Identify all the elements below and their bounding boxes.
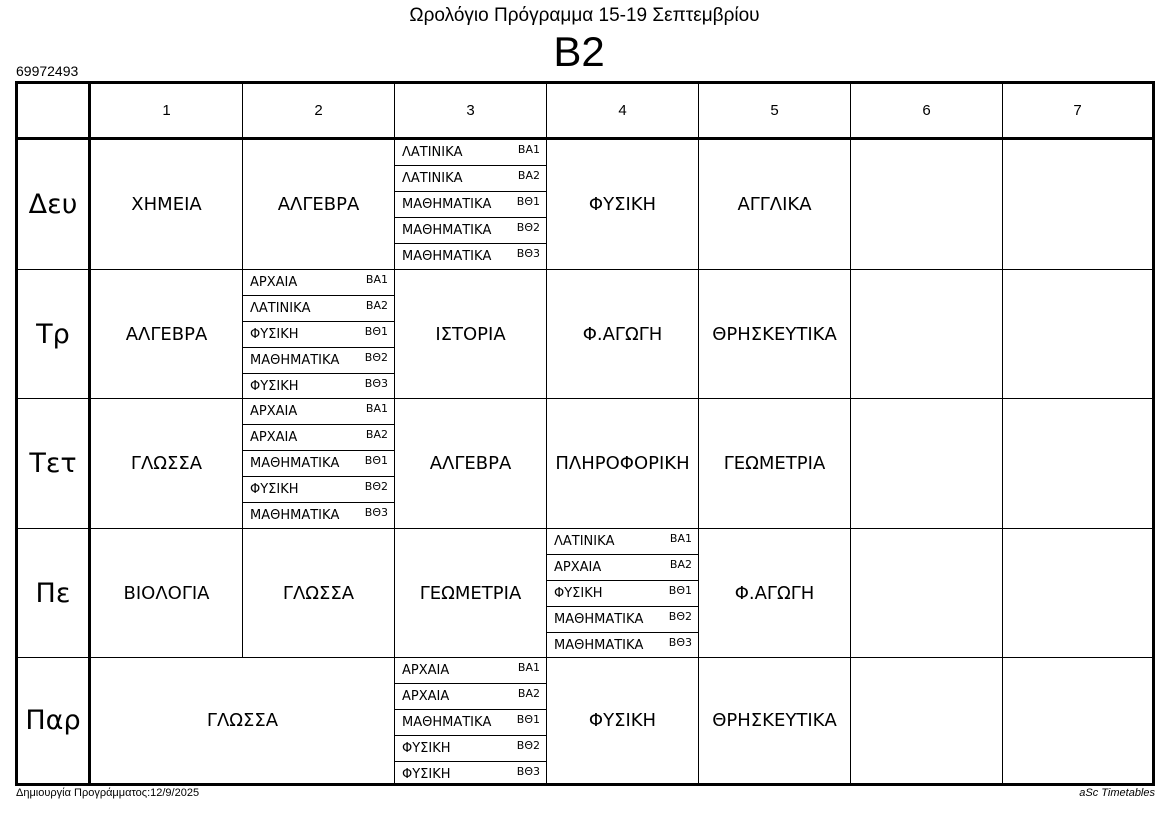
subgroup-row: [547, 633, 699, 658]
lesson-thu-5: Φ.ΑΓΩΓΗ: [699, 529, 851, 658]
subgroup-subject: ΦΥΣΙΚΗ: [250, 379, 299, 394]
subgroup-code: ΒΘ2: [516, 739, 540, 752]
subgroup-subject: ΛΑΤΙΝΙΚΑ: [402, 145, 463, 160]
period-header-2: 2: [243, 84, 395, 138]
subgroup-code: ΒΑ2: [517, 169, 540, 182]
subgroup-code: ΒΘ3: [516, 247, 540, 260]
subgroup-subject: ΑΡΧΑΙΑ: [250, 430, 298, 445]
subgroup-code: ΒΘ3: [668, 636, 692, 649]
subgroup-row: [243, 296, 395, 322]
lesson-tue-3: ΙΣΤΟΡΙΑ: [395, 270, 547, 399]
subgroup-code: ΒΘ2: [364, 480, 388, 493]
lesson-mon-1: ΧΗΜΕΙΑ: [91, 140, 243, 270]
timetable-code: 69972493: [16, 63, 79, 79]
subgroup-code: ΒΘ3: [364, 377, 388, 390]
lesson-tue-6: [851, 270, 1003, 399]
subgroup-row: [395, 192, 547, 218]
period-header-6: 6: [851, 84, 1003, 138]
split-lesson-tue-2: [243, 270, 395, 399]
lesson-wed-4: ΠΛΗΡΟΦΟΡΙΚΗ: [547, 399, 699, 529]
subgroup-row: [243, 451, 395, 477]
timetable-title: Ωρολόγιο Πρόγραμμα 15-19 Σεπτεμβρίου: [409, 5, 760, 26]
subgroup-subject: ΑΡΧΑΙΑ: [250, 275, 298, 290]
subgroup-subject: ΦΥΣΙΚΗ: [250, 327, 299, 342]
lesson-fri-6: [851, 658, 1003, 783]
subgroup-row: [395, 140, 547, 166]
timetable-grid: [15, 81, 1155, 786]
subgroup-row: [243, 270, 395, 296]
lesson-mon-4: ΦΥΣΙΚΗ: [547, 140, 699, 270]
lesson-fri-7: [1003, 658, 1152, 783]
subgroup-subject: ΛΑΤΙΝΙΚΑ: [402, 171, 463, 186]
subgroup-subject: ΛΑΤΙΝΙΚΑ: [250, 301, 311, 316]
subgroup-row: [395, 658, 547, 684]
subgroup-subject: ΜΑΘΗΜΑΤΙΚΑ: [250, 456, 340, 471]
period-header-4: 4: [547, 84, 699, 138]
subgroup-code: ΒΑ2: [669, 558, 692, 571]
subgroup-row: [395, 244, 547, 270]
subgroup-row: [547, 555, 699, 581]
period-header-3: 3: [395, 84, 547, 138]
day-label-tue: Τρ: [18, 270, 89, 399]
lesson-thu-6: [851, 529, 1003, 658]
subgroup-row: [547, 529, 699, 555]
subgroup-subject: ΜΑΘΗΜΑΤΙΚΑ: [402, 249, 492, 264]
lesson-tue-1: ΑΛΓΕΒΡΑ: [91, 270, 243, 399]
split-lesson-wed-2: [243, 399, 395, 529]
day-label-fri: Παρ: [18, 658, 89, 783]
split-lesson-mon-3: [395, 140, 547, 270]
subgroup-row: [547, 607, 699, 633]
class-name: Β2: [553, 28, 605, 75]
subgroup-code: ΒΘ1: [516, 195, 540, 208]
lesson-mon-5: ΑΓΓΛΙΚΑ: [699, 140, 851, 270]
period-header-1: 1: [91, 84, 243, 138]
lesson-tue-4: Φ.ΑΓΩΓΗ: [547, 270, 699, 399]
lesson-fri-4: ΦΥΣΙΚΗ: [547, 658, 699, 783]
subgroup-subject: ΜΑΘΗΜΑΤΙΚΑ: [250, 353, 340, 368]
subgroup-code: ΒΘ1: [364, 325, 388, 338]
lesson-thu-7: [1003, 529, 1152, 658]
subgroup-code: ΒΑ2: [517, 687, 540, 700]
subgroup-subject: ΦΥΣΙΚΗ: [402, 767, 451, 782]
subgroup-row: [243, 322, 395, 348]
lesson-mon-7: [1003, 140, 1152, 270]
subgroup-row: [243, 425, 395, 451]
day-label-wed: Τετ: [18, 399, 89, 529]
subgroup-code: ΒΑ1: [517, 143, 540, 156]
subgroup-code: ΒΘ1: [516, 713, 540, 726]
lesson-mon-6: [851, 140, 1003, 270]
subgroup-code: ΒΘ2: [516, 221, 540, 234]
subgroup-row: [395, 166, 547, 192]
day-label-thu: Πε: [18, 529, 89, 658]
lesson-thu-1: ΒΙΟΛΟΓΙΑ: [91, 529, 243, 658]
subgroup-row: [395, 218, 547, 244]
lesson-wed-5: ΓΕΩΜΕΤΡΙΑ: [699, 399, 851, 529]
subgroup-subject: ΦΥΣΙΚΗ: [250, 482, 299, 497]
subgroup-subject: ΜΑΘΗΜΑΤΙΚΑ: [250, 508, 340, 523]
subgroup-subject: ΦΥΣΙΚΗ: [554, 586, 603, 601]
lesson-wed-7: [1003, 399, 1152, 529]
subgroup-row: [395, 762, 547, 783]
period-header-7: 7: [1003, 84, 1152, 138]
subgroup-subject: ΜΑΘΗΜΑΤΙΚΑ: [402, 715, 492, 730]
subgroup-subject: ΜΑΘΗΜΑΤΙΚΑ: [402, 223, 492, 238]
subgroup-row: [395, 710, 547, 736]
subgroup-code: ΒΑ1: [365, 402, 388, 415]
lesson-thu-2: ΓΛΩΣΣΑ: [243, 529, 395, 658]
subgroup-row: [395, 736, 547, 762]
lesson-wed-1: ΓΛΩΣΣΑ: [91, 399, 243, 529]
subgroup-code: ΒΘ3: [364, 506, 388, 519]
subgroup-code: ΒΘ2: [668, 610, 692, 623]
software-credit: aSc Timetables: [1079, 787, 1155, 799]
subgroup-subject: ΛΑΤΙΝΙΚΑ: [554, 534, 615, 549]
lesson-tue-5: ΘΡΗΣΚΕΥΤΙΚΑ: [699, 270, 851, 399]
subgroup-subject: ΜΑΘΗΜΑΤΙΚΑ: [402, 197, 492, 212]
lesson-tue-7: [1003, 270, 1152, 399]
lesson-thu-3: ΓΕΩΜΕΤΡΙΑ: [395, 529, 547, 658]
subgroup-row: [395, 684, 547, 710]
subgroup-subject: ΦΥΣΙΚΗ: [402, 741, 451, 756]
corner-cell: [18, 84, 89, 138]
subgroup-row: [243, 348, 395, 374]
split-lesson-fri-3: [395, 658, 547, 783]
subgroup-row: [243, 399, 395, 425]
period-header-5: 5: [699, 84, 851, 138]
lesson-mon-2: ΑΛΓΕΒΡΑ: [243, 140, 395, 270]
day-label-mon: Δευ: [18, 140, 89, 270]
lesson-wed-3: ΑΛΓΕΒΡΑ: [395, 399, 547, 529]
subgroup-code: ΒΘ3: [516, 765, 540, 778]
subgroup-code: ΒΘ2: [364, 351, 388, 364]
subgroup-subject: ΜΑΘΗΜΑΤΙΚΑ: [554, 612, 644, 627]
split-lesson-thu-4: [547, 529, 699, 658]
subgroup-subject: ΑΡΧΑΙΑ: [554, 560, 602, 575]
subgroup-row: [547, 581, 699, 607]
lesson-wed-6: [851, 399, 1003, 529]
subgroup-code: ΒΘ1: [364, 454, 388, 467]
subgroup-code: ΒΑ1: [365, 273, 388, 286]
subgroup-code: ΒΑ1: [517, 661, 540, 674]
subgroup-code: ΒΑ1: [669, 532, 692, 545]
subgroup-row: [243, 374, 395, 399]
subgroup-subject: ΑΡΧΑΙΑ: [402, 689, 450, 704]
creation-date: Δημιουργία Προγράμματος:12/9/2025: [16, 787, 200, 799]
subgroup-subject: ΑΡΧΑΙΑ: [402, 663, 450, 678]
subgroup-subject: ΜΑΘΗΜΑΤΙΚΑ: [554, 638, 644, 653]
lesson-fri-1-2: ΓΛΩΣΣΑ: [91, 658, 395, 783]
subgroup-row: [243, 477, 395, 503]
subgroup-code: ΒΘ1: [668, 584, 692, 597]
lesson-fri-5: ΘΡΗΣΚΕΥΤΙΚΑ: [699, 658, 851, 783]
subgroup-row: [243, 503, 395, 529]
subgroup-code: ΒΑ2: [365, 299, 388, 312]
subgroup-subject: ΑΡΧΑΙΑ: [250, 404, 298, 419]
subgroup-code: ΒΑ2: [365, 428, 388, 441]
